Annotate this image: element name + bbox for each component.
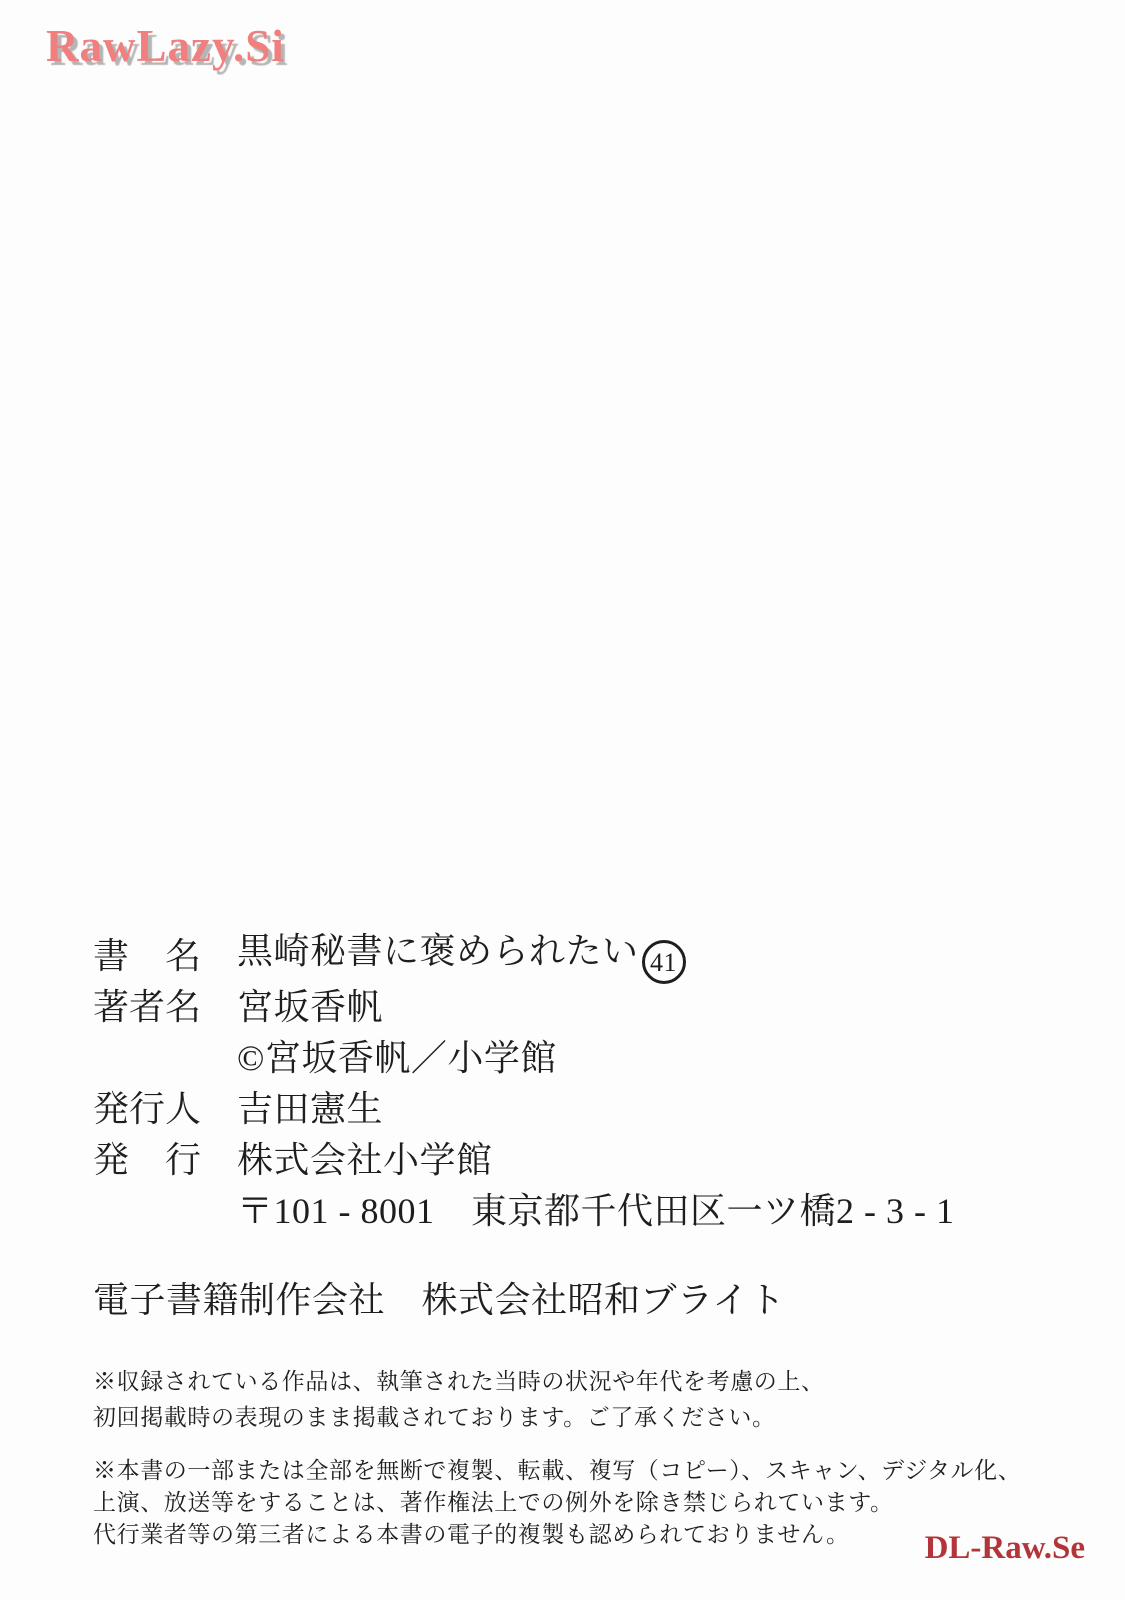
publisher-address-row <box>93 1183 1073 1234</box>
author-row <box>93 979 1073 1030</box>
watermark-top-left: RawLazy.Si <box>46 21 285 71</box>
copyright-warning-line-2: 上演、放送等をすることは、著作権法上での例外を除き禁じられています。 <box>93 1490 894 1515</box>
copyright-row <box>93 1030 1073 1081</box>
publisher-person-label: 発行人 <box>93 1089 202 1129</box>
publisher-address-value: 〒101 - 8001 東京都千代田区一ツ橋2 - 3 - 1 <box>237 1191 955 1231</box>
book-title-value <box>237 923 686 984</box>
publisher-person-value: 吉田憲生 <box>237 1089 384 1129</box>
book-title-label: 書 名 <box>93 936 202 976</box>
book-title-text: 黒崎秘書に褒められたい <box>237 931 639 971</box>
disclaimer-note <box>93 1364 825 1436</box>
watermark-bottom-right: DL-Raw.Se <box>924 1530 1085 1566</box>
publisher-person-row <box>93 1081 1073 1132</box>
publisher-company-value: 株式会社小学館 <box>237 1140 493 1180</box>
disclaimer-note-line-1: ※収録されている作品は、執筆された当時の状況や年代を考慮の上、 <box>93 1369 825 1394</box>
volume-number-badge: 41 <box>642 940 686 984</box>
author-label: 著者名 <box>93 987 202 1027</box>
ebook-producer-line: 電子書籍制作会社 株式会社昭和ブライト <box>93 1280 786 1320</box>
publisher-company-row <box>93 1132 1073 1183</box>
author-value: 宮坂香帆 <box>237 987 384 1027</box>
publisher-company-label: 発 行 <box>93 1140 202 1180</box>
copyright-warning-line-1: ※本書の一部または全部を無断で複製、転載、複写（コピー）、スキャン、デジタル化、 <box>93 1458 1022 1483</box>
disclaimer-note-line-2: 初回掲載時の表現のまま掲載されております。ご了承ください。 <box>93 1405 776 1430</box>
copyright-warning-note <box>93 1455 1021 1551</box>
copyright-value: ©宮坂香帆／小学館 <box>237 1038 557 1078</box>
colophon-block <box>93 928 1073 1234</box>
copyright-warning-line-3: 代行業者等の第三者による本書の電子的複製も認められておりません。 <box>93 1522 850 1547</box>
book-title-row <box>93 928 1073 979</box>
